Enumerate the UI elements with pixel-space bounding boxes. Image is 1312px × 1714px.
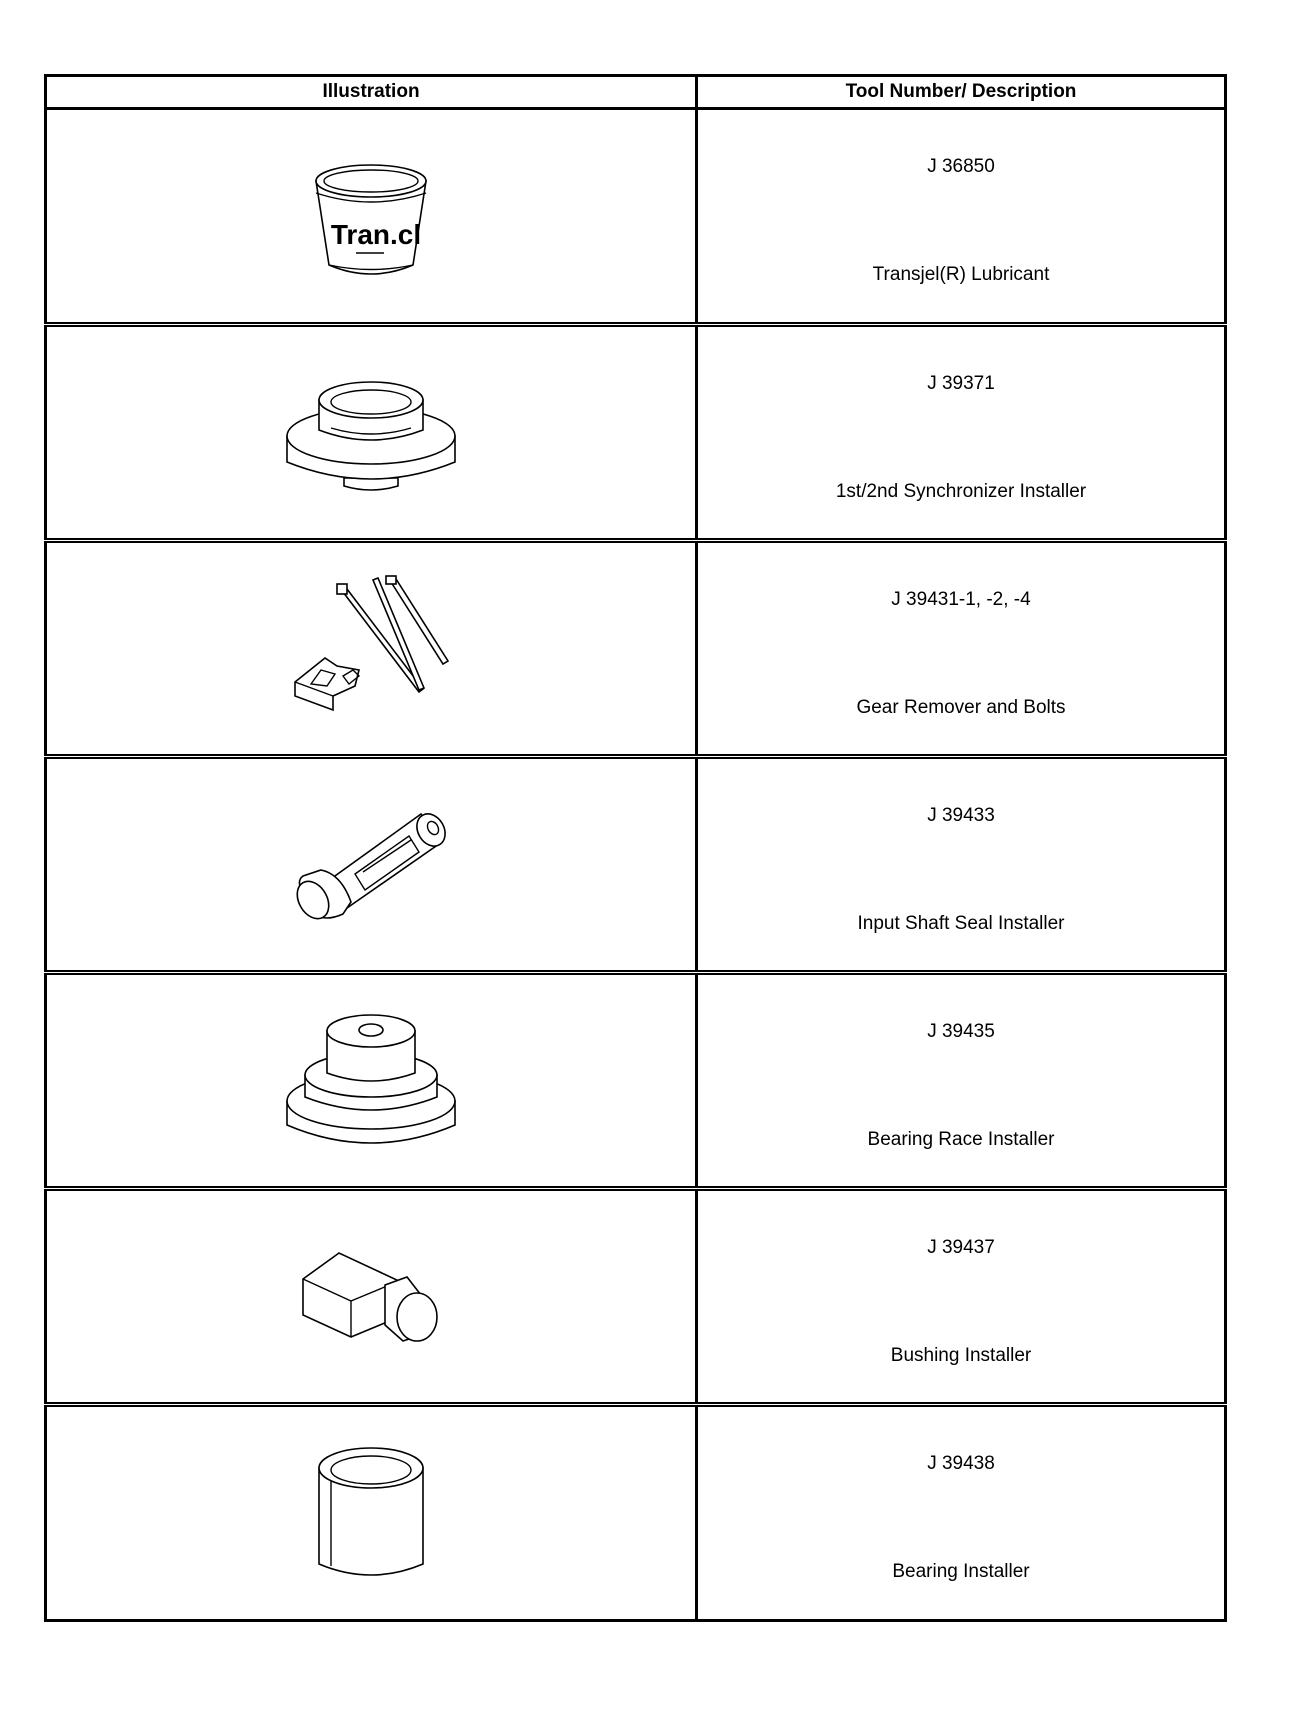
illustration-header: Illustration xyxy=(46,76,697,109)
tool-description: 1st/2nd Synchronizer Installer xyxy=(835,481,1087,502)
illustration-cell xyxy=(46,757,697,973)
tool-description-cell xyxy=(697,1189,1226,1405)
tool-description: Bushing Installer xyxy=(890,1345,1032,1366)
tool-number: J 39435 xyxy=(927,1021,995,1042)
illustration-cell xyxy=(46,541,697,757)
tool-number: J 39438 xyxy=(927,1453,995,1474)
gear-remover-bolts-icon xyxy=(281,574,461,724)
jar-label-text: Tran.cl xyxy=(330,219,422,250)
table-row xyxy=(46,1405,1226,1621)
tool-number: J 39433 xyxy=(927,805,995,826)
illustration-cell xyxy=(46,325,697,541)
tool-description-cell xyxy=(697,757,1226,973)
synchronizer-installer-icon xyxy=(281,358,461,508)
illustration-cell xyxy=(46,109,697,325)
tool-number: J 39371 xyxy=(927,373,995,394)
tool-description-cell xyxy=(697,541,1226,757)
bushing-installer-icon xyxy=(291,1237,451,1357)
table-row xyxy=(46,973,1226,1189)
illustration-cell xyxy=(46,1405,697,1621)
tool-description-cell xyxy=(697,973,1226,1189)
table-row xyxy=(46,1189,1226,1405)
seal-installer-icon xyxy=(281,790,461,940)
table-header-row xyxy=(46,76,1226,109)
tool-description: Bearing Installer xyxy=(892,1561,1030,1582)
table-row xyxy=(46,109,1226,325)
tool-description-cell xyxy=(697,1405,1226,1621)
tool-number-header: Tool Number/ Description xyxy=(697,76,1226,109)
illustration-cell xyxy=(46,1189,697,1405)
lubricant-jar-icon xyxy=(296,141,446,291)
table-row xyxy=(46,757,1226,973)
tool-description-cell xyxy=(697,325,1226,541)
table-row xyxy=(46,325,1226,541)
tool-number: J 39431-1, -2, -4 xyxy=(891,589,1031,610)
tool-description-cell xyxy=(697,109,1226,325)
bearing-installer-icon xyxy=(311,1438,431,1588)
tool-number: J 39437 xyxy=(927,1237,995,1258)
tool-description: Input Shaft Seal Installer xyxy=(857,913,1065,934)
tool-description: Transjel(R) Lubricant xyxy=(872,264,1050,285)
tool-description: Gear Remover and Bolts xyxy=(856,697,1066,718)
table-row xyxy=(46,541,1226,757)
tool-number: J 36850 xyxy=(927,156,995,177)
illustration-cell xyxy=(46,973,697,1189)
tool-description: Bearing Race Installer xyxy=(867,1129,1055,1150)
special-tools-table xyxy=(44,74,1227,1622)
bearing-race-installer-icon xyxy=(281,1001,461,1161)
